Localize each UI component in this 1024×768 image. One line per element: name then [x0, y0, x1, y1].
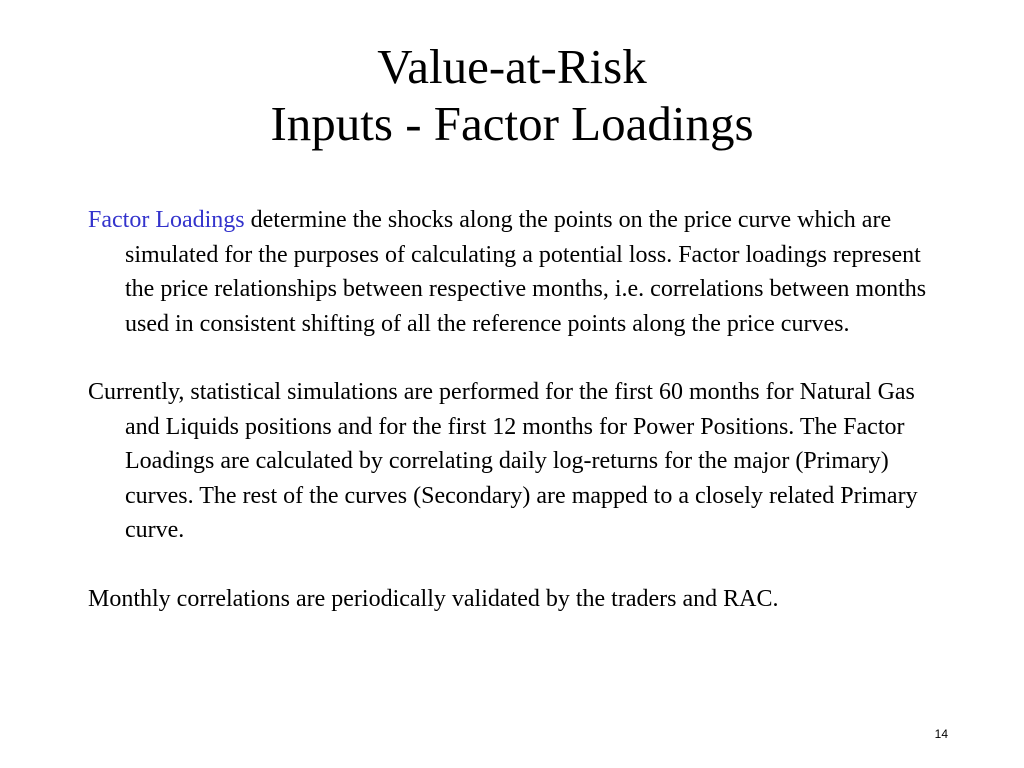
- page-number: 14: [934, 727, 948, 741]
- slide-title: [0, 38, 1024, 152]
- slide-body: [88, 203, 938, 616]
- highlighted-term: Factor Loadings: [88, 207, 245, 233]
- paragraph-simulations: [88, 375, 938, 548]
- title-line-1: Value-at-Risk: [377, 39, 647, 94]
- paragraph-text: Monthly correlations are periodically validated by the traders and RAC.: [88, 585, 779, 612]
- paragraph-validation: [88, 582, 938, 617]
- paragraph-factor-loadings: [88, 203, 938, 341]
- paragraph-text: Currently, statistical simulations are performed for the first 60 months for Natural Gas and Liquids positions and for the first 12 months for Power Positions. The Factor Loadings are calculated by correlating daily log-returns for the major (Primary) curves. The rest of the curves (Secondary) are mapped to a closely related Primary curve.: [88, 379, 918, 543]
- title-line-2: Inputs - Factor Loadings: [270, 96, 754, 151]
- paragraph-text: determine the shocks along the points on the price curve which are simulated for the purposes of calculating a potential loss. Factor loadings represent the price relationships between respective months, i.e. correlations between months used in consistent shifting of all the reference points along the price curves.: [125, 207, 927, 337]
